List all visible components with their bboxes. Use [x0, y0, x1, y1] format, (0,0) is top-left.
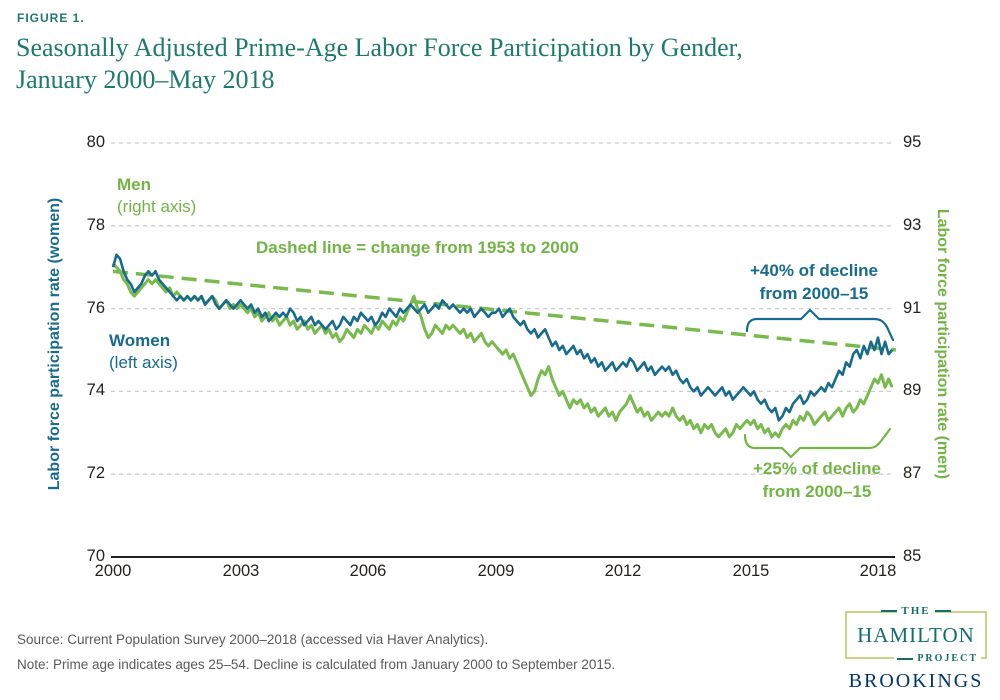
logo-dash-project: [897, 658, 913, 660]
y-tick-right: 89: [903, 381, 922, 399]
figure-kicker: FIGURE 1.: [17, 11, 85, 25]
data-note: Note: Prime age indicates ages 25–54. Decline is calculated from January 2000 to September 2015.: [17, 657, 616, 672]
annotation-women-decline: [725, 259, 903, 305]
left-axis-title: Labor force participation rate (women): [46, 197, 63, 491]
legend-men-axis: (right axis): [117, 197, 197, 216]
hamilton-logo-project: PROJECT: [917, 653, 978, 664]
brookings-logo: BROOKINGS: [848, 670, 984, 692]
y-tick-right: 87: [903, 464, 922, 482]
brace-men-decline: [745, 429, 890, 457]
right-axis-title: Labor force participation rate (men): [934, 208, 951, 480]
legend-women-name: Women: [109, 331, 171, 350]
y-tick-left: 80: [86, 133, 105, 151]
brace-women-decline: [747, 310, 893, 340]
hamilton-logo-the: THE: [897, 605, 934, 617]
logo-dash-right: [935, 610, 951, 612]
annotation-women-line2: from 2000–15: [759, 284, 869, 303]
legend-women: [109, 330, 178, 374]
annotation-men-decline: [728, 457, 906, 503]
hamilton-logo-name: HAMILTON: [857, 623, 975, 647]
y-tick-left: 78: [86, 216, 105, 234]
y-tick-left: 76: [86, 299, 105, 317]
hamilton-logo-the-row: [847, 605, 985, 617]
trend-line-label: Dashed line = change from 1953 to 2000: [256, 238, 579, 257]
figure-title-line1: Seasonally Adjusted Prime-Age Labor Force Participation by Gender,: [16, 33, 743, 62]
y-tick-left: 72: [86, 464, 105, 482]
source-note: Source: Current Population Survey 2000–2018 (accessed via Haver Analytics).: [17, 632, 489, 647]
x-tick: 2000: [94, 562, 132, 580]
y-tick-left: 74: [86, 381, 105, 399]
y-tick-right: 85: [903, 547, 922, 565]
legend-women-axis: (left axis): [109, 353, 178, 372]
x-tick: 2015: [732, 562, 770, 580]
hamilton-project-logo: [845, 605, 987, 664]
hamilton-brookings-logo: [845, 605, 987, 693]
x-tick: 2009: [477, 562, 515, 580]
legend-men: [117, 174, 196, 218]
y-tick-left: 70: [86, 547, 105, 565]
y-tick-right: 95: [903, 133, 922, 151]
x-tick: 2018: [859, 562, 897, 580]
hamilton-logo-project-row: [894, 653, 981, 664]
x-tick: 2003: [222, 562, 260, 580]
y-tick-right: 93: [903, 216, 922, 234]
annotation-men-line2: from 2000–15: [762, 482, 872, 501]
figure-title-line2: January 2000–May 2018: [16, 65, 275, 94]
annotation-women-line1: +40% of decline: [749, 261, 879, 280]
logo-dash-left: [881, 610, 897, 612]
legend-men-name: Men: [117, 175, 151, 194]
x-tick: 2006: [349, 562, 387, 580]
x-tick: 2012: [604, 562, 642, 580]
annotation-men-line1: +25% of decline: [752, 459, 882, 478]
y-tick-right: 91: [903, 299, 922, 317]
